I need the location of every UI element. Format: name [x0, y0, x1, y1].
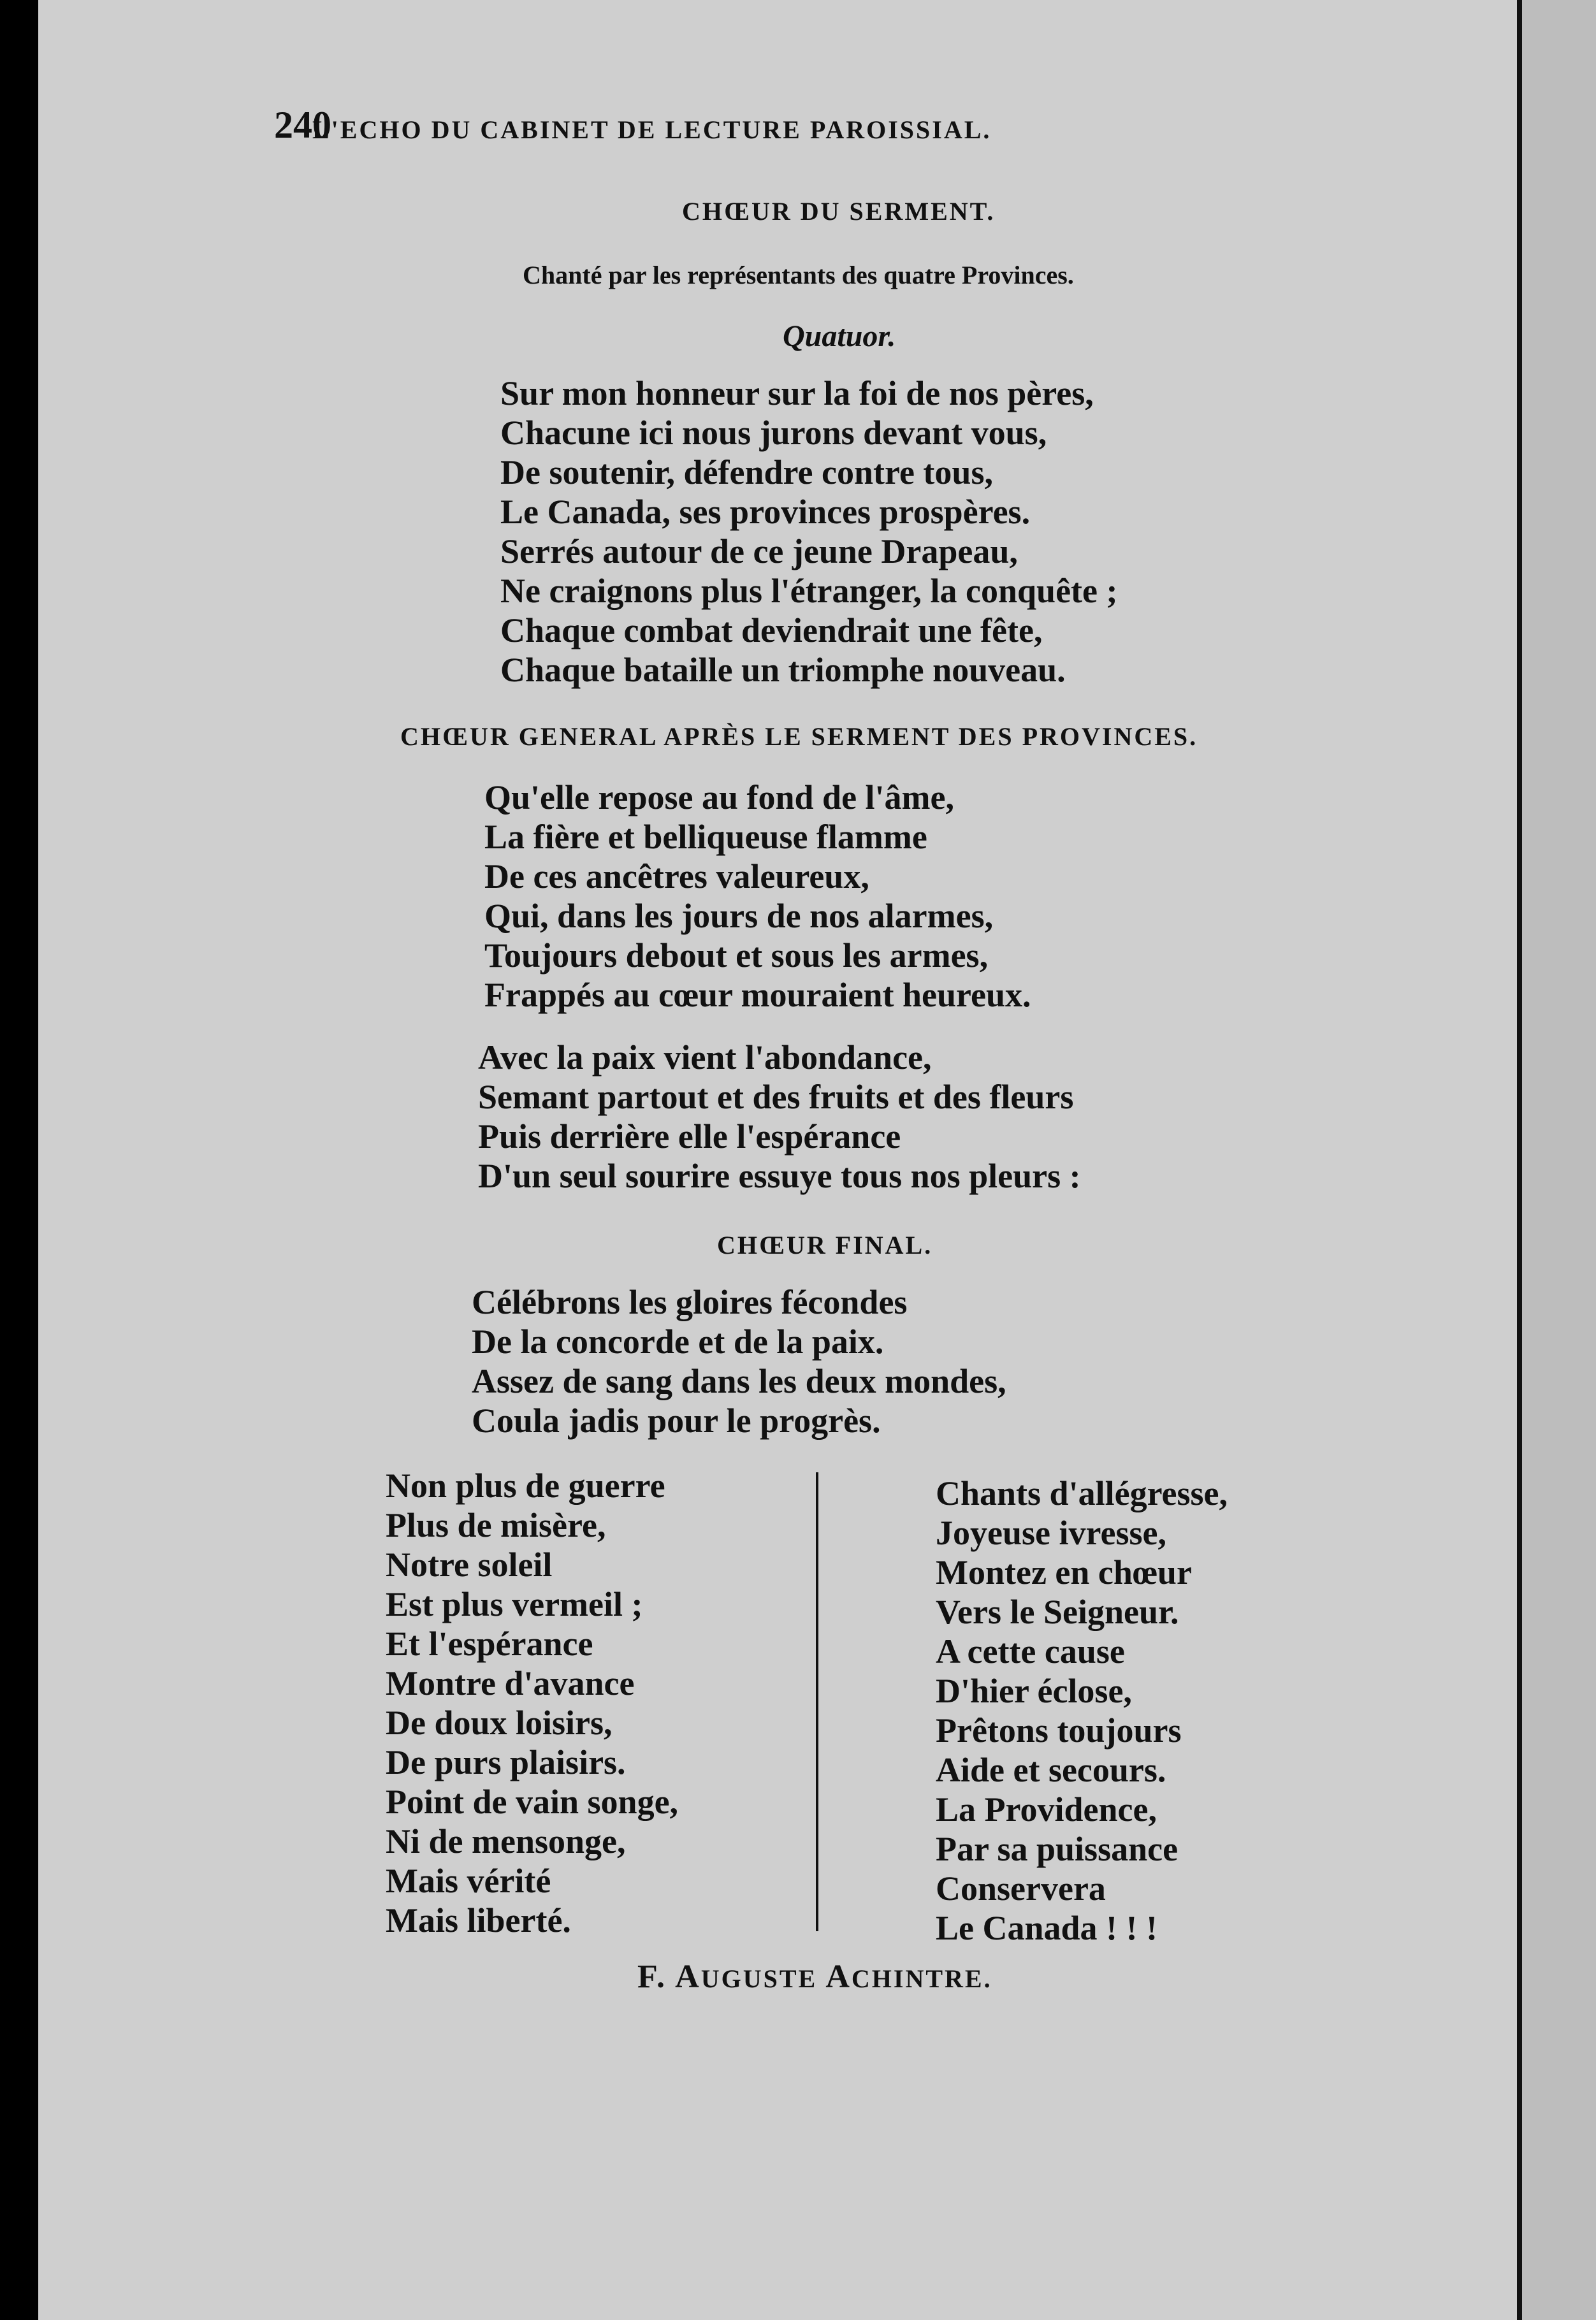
verse-line: Prêtons toujours: [936, 1711, 1182, 1750]
verse-line: Célébrons les gloires fécondes: [472, 1283, 908, 1321]
verse-line: Point de vain songe,: [386, 1783, 679, 1821]
quatuor-label: Quatuor.: [783, 319, 896, 353]
verse-line: Qui, dans les jours de nos alarmes,: [484, 897, 994, 935]
verse-line: Conservera: [936, 1869, 1106, 1908]
verse-line: Chacune ici nous jurons devant vous,: [500, 414, 1047, 452]
section-title-final: CHŒUR FINAL.: [717, 1231, 933, 1259]
verse-line: Joyeuse ivresse,: [936, 1514, 1166, 1552]
verse-line: Est plus vermeil ;: [386, 1585, 643, 1623]
verse-line: La Providence,: [936, 1790, 1157, 1829]
verse-line: Par sa puissance: [936, 1830, 1179, 1868]
verse-line: De ces ancêtres valeureux,: [484, 857, 869, 895]
section-title-general: CHŒUR GENERAL APRÈS LE SERMENT DES PROVINCES.: [400, 722, 1198, 751]
author-first-name: AUGUSTE: [675, 1959, 818, 1995]
section-title-serment: CHŒUR DU SERMENT.: [682, 197, 996, 226]
verse-line: Ni de mensonge,: [386, 1822, 626, 1860]
verse-line: Assez de sang dans les deux mondes,: [472, 1362, 1006, 1400]
verse-line: De purs plaisirs.: [386, 1743, 626, 1781]
author-signature: [637, 1958, 992, 1996]
verse-line: Serrés autour de ce jeune Drapeau,: [500, 532, 1018, 570]
verse-line: Chaque combat deviendrait une fête,: [500, 611, 1043, 649]
verse-line: Notre soleil: [386, 1546, 553, 1584]
verse-line: D'hier éclose,: [936, 1672, 1132, 1710]
verse-line: Le Canada, ses provinces prospères.: [500, 493, 1031, 531]
verse-line: Plus de misère,: [386, 1506, 606, 1544]
verse-line: La fière et belliqueuse flamme: [484, 818, 927, 856]
page-number: 240: [274, 104, 331, 146]
verse-final-right-column: [936, 1474, 1228, 1948]
verse-line: Coula jadis pour le progrès.: [472, 1402, 881, 1440]
verse-line: Et l'espérance: [386, 1625, 593, 1663]
adjacent-page-edge: [1517, 0, 1596, 2320]
verse-final-intro: [472, 1282, 1006, 1440]
verse-line: Mais vérité: [386, 1862, 551, 1900]
verse-line: Montre d'avance: [386, 1664, 635, 1702]
verse-line: Avec la paix vient l'abondance,: [478, 1038, 932, 1077]
verse-general-stanza-2: [478, 1038, 1081, 1196]
verse-line: Mais liberté.: [386, 1901, 571, 1939]
verse-line: Qu'elle repose au fond de l'âme,: [484, 778, 954, 816]
verse-line: D'un seul sourire essuye tous nos pleurs :: [478, 1157, 1081, 1195]
verse-line: De la concorde et de la paix.: [472, 1323, 884, 1361]
verse-general-stanza-1: [484, 778, 1031, 1015]
verse-line: Chants d'allégresse,: [936, 1474, 1228, 1512]
verse-line: Chaque bataille un triomphe nouveau.: [500, 651, 1066, 689]
author-initial: F.: [637, 1959, 667, 1995]
verse-final-left-column: [386, 1466, 678, 1940]
verse-line: Semant partout et des fruits et des fleurs: [478, 1078, 1074, 1116]
running-title: L'ECHO DU CABINET DE LECTURE PAROISSIAL.: [312, 115, 992, 144]
verse-line: Le Canada ! ! !: [936, 1909, 1157, 1947]
column-divider: [816, 1472, 818, 1931]
verse-line: De soutenir, défendre contre tous,: [500, 453, 993, 491]
verse-line: Vers le Seigneur.: [936, 1593, 1179, 1631]
verse-line: Puis derrière elle l'espérance: [478, 1117, 901, 1156]
verse-line: Aide et secours.: [936, 1751, 1166, 1789]
verse-line: Non plus de guerre: [386, 1467, 665, 1505]
book-page: [38, 0, 1517, 2320]
author-last-name: ACHINTRE.: [825, 1959, 992, 1995]
verse-line: A cette cause: [936, 1632, 1125, 1671]
section-subtitle: Chanté par les représentants des quatre Provinces.: [523, 261, 1074, 289]
verse-serment: [500, 373, 1117, 690]
verse-line: Sur mon honneur sur la foi de nos pères,: [500, 374, 1094, 412]
verse-line: Toujours debout et sous les armes,: [484, 936, 989, 975]
verse-line: Frappés au cœur mouraient heureux.: [484, 976, 1031, 1014]
verse-line: Montez en chœur: [936, 1553, 1192, 1591]
verse-line: De doux loisirs,: [386, 1704, 613, 1742]
verse-line: Ne craignons plus l'étranger, la conquête ;: [500, 572, 1118, 610]
